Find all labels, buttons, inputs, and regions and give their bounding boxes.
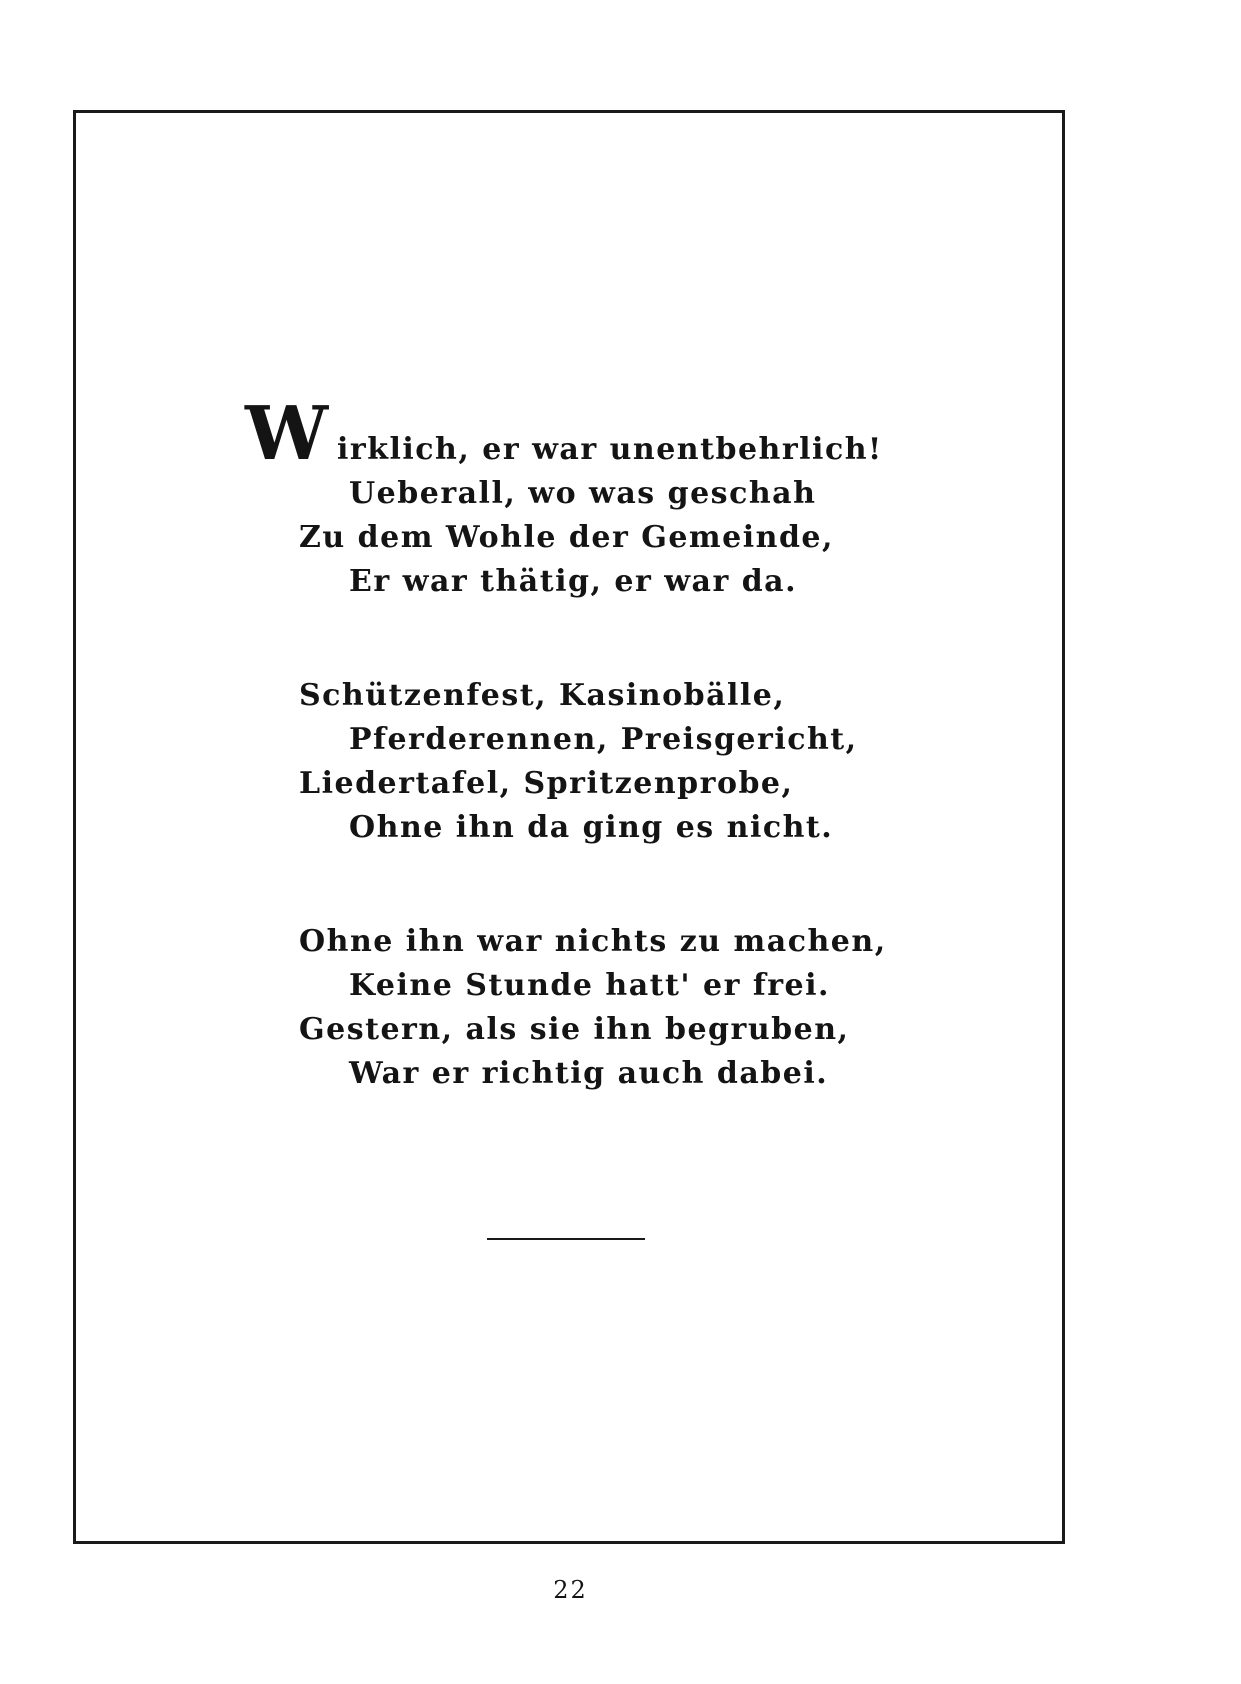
poem-line: Liedertafel, Spritzenprobe, xyxy=(299,766,794,801)
poem-line: Pferderennen, Preisgericht, xyxy=(349,722,858,757)
poem-line: Schützenfest, Kasinobälle, xyxy=(299,678,786,713)
poem-line xyxy=(245,391,899,477)
poem-line: Ueberall, wo was geschah xyxy=(349,476,817,511)
section-divider xyxy=(487,1238,645,1240)
poem-line: Keine Stunde hatt' er frei. xyxy=(349,968,830,1003)
drop-cap: W xyxy=(245,391,330,477)
poem-line: Ohne ihn war nichts zu machen, xyxy=(299,924,887,959)
stanza-2 xyxy=(299,674,899,850)
poem-line-text: irklich, er war unentbehrlich! xyxy=(337,432,883,467)
page-number: 22 xyxy=(553,1576,588,1604)
poem xyxy=(245,391,899,1166)
stanza-1 xyxy=(245,391,899,604)
poem-line: Ohne ihn da ging es nicht. xyxy=(349,810,834,845)
poem-line: War er richtig auch dabei. xyxy=(349,1056,829,1091)
poem-line: Gestern, als sie ihn begruben, xyxy=(299,1012,850,1047)
poem-line: Er war thätig, er war da. xyxy=(349,564,798,599)
poem-line: Zu dem Wohle der Gemeinde, xyxy=(299,520,834,555)
stanza-3 xyxy=(299,920,899,1096)
